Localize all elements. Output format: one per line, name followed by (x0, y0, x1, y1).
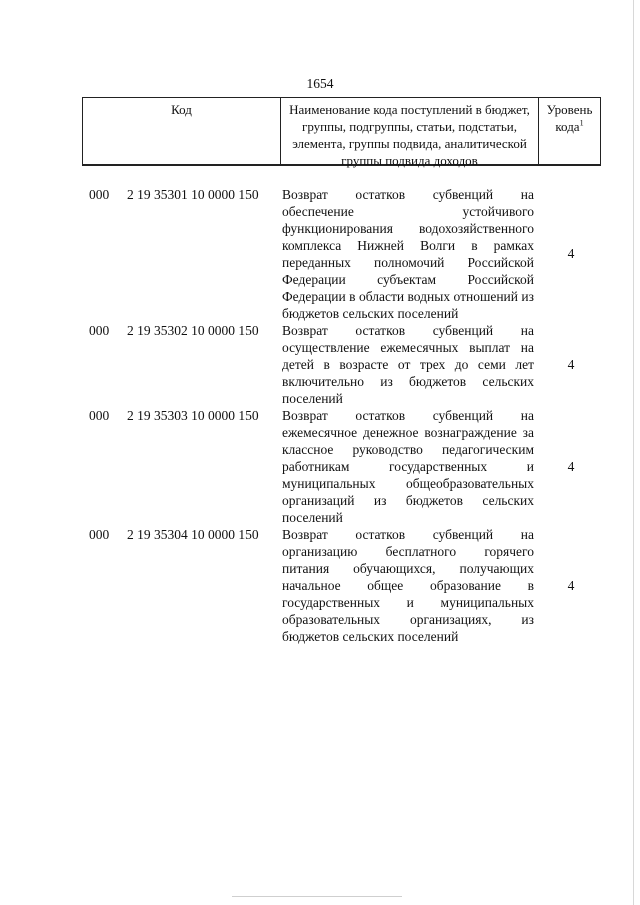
row-admin-code: 000 (89, 527, 110, 542)
header-name: Наименование кода поступлений в бюджет, группы, подгруппы, статьи, подстатьи, элемента, группы подвида, аналитической группы подвида доходов (281, 98, 539, 164)
scan-bottom-line (232, 896, 402, 897)
row-name: Возврат остатков субвенций на организацию бесплатного горячего питания обучающихся, получающих начальное общее образование в государственных и муниципальных образовательных организациях, из бюджетов сельских поселений (282, 527, 534, 644)
table-row (0, 322, 640, 407)
header-code: Код (83, 98, 281, 164)
row-income-code: 2 19 35303 10 0000 150 (127, 408, 259, 423)
row-name: Возврат остатков субвенций на ежемесячное денежное вознаграждение за классное руководство педагогическим работникам государственных и муниципальных общеобразовательных организаций из бюджетов сельских поселений (282, 408, 534, 525)
row-admin-code: 000 (89, 187, 110, 202)
row-level: 4 (567, 246, 575, 261)
header-level: Уровень кода (546, 102, 593, 134)
row-income-code: 2 19 35304 10 0000 150 (127, 527, 259, 542)
row-level: 4 (567, 356, 575, 372)
row-income-code: 2 19 35301 10 0000 150 (127, 187, 259, 202)
row-admin-code: 000 (89, 408, 110, 423)
header-level-cell (539, 98, 600, 164)
table-row (0, 186, 640, 322)
row-level: 4 (567, 577, 575, 593)
row-level: 4 (567, 458, 575, 474)
row-name: Возврат остатков субвенций на обеспечение устойчивого функционирования водохозяйственного комплекса Нижней Волги в рамках переданных полномочий Российской Федерации субъектам Российской Федерации в области водных отношений из бюджетов сельских поселений (282, 187, 534, 321)
row-name: Возврат остатков субвенций на осуществление ежемесячных выплат на детей в возрасте от трех до семи лет включительно из бюджетов сельских поселений (282, 323, 534, 406)
row-admin-code: 000 (89, 323, 110, 338)
page-number: 1654 (306, 76, 334, 91)
table-row (0, 407, 640, 526)
table-row (0, 526, 640, 645)
table-header (82, 97, 601, 166)
entries-list (0, 186, 640, 645)
row-income-code: 2 19 35302 10 0000 150 (127, 323, 259, 338)
header-level-footnote: 1 (579, 118, 584, 128)
